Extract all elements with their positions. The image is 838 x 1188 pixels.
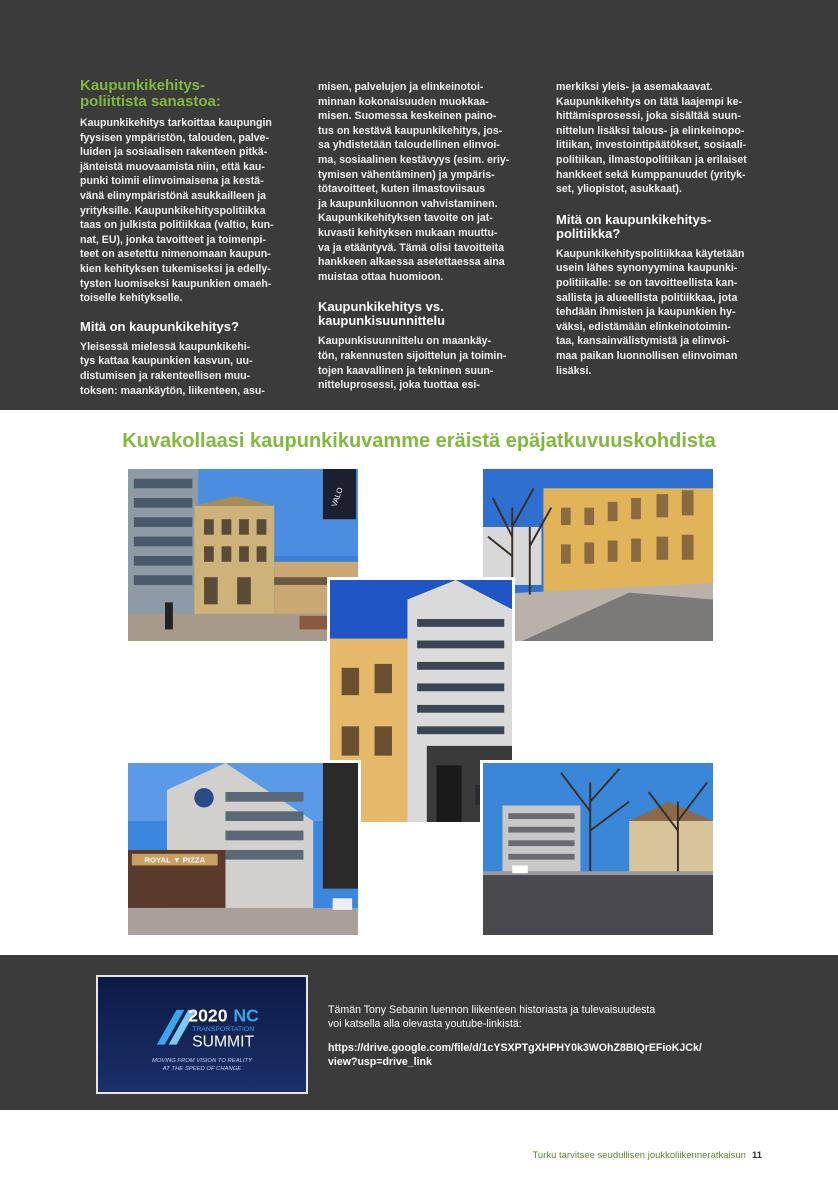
pizza-restaurant-sign: ROYAL ▼ PIZZA bbox=[144, 855, 206, 865]
paragraph: Yleisessä mielessä kaupunkikehi- tys kattaa kaupunkien kasvun, uu- distumisen ja rakenteellisen muu- toksen: maankäytön, liikenteen, asu- bbox=[80, 340, 265, 397]
paragraph: misen, palvelujen ja elinkeinotoi- minnan kokonaisuuden muokkaa- misen. Suomessa keskeinen paino- tus on kestävä kaupunkikehitys, jos- sa yhdistetään taloudellinen elinvoi- ma, sosiaalinen kestävyys (esim. eriy- tymisen vähentäminen) ja ympäris- tötavoitteet, kuten ilmastoviisaus ja kaupunkiluonnon vahvistaminen. Kaupunkikehityksen tavoite on jat- kuvasti kehityksen mukaan muuttu- va ja etääntyvä. Tämä olisi tavoitteita hankkeen alkaessa asetettaessa aina muistaa ottaa huomioon. bbox=[318, 81, 510, 283]
collage-title: Kuvakollaasi kaupunkikuvamme eräistä epäjatkuvuuskohdista bbox=[122, 430, 716, 452]
footer-title: Turku tarvitsee seudullisen joukkoliikenneratkaisun bbox=[532, 1150, 746, 1161]
text-column-3 bbox=[556, 80, 774, 378]
vocabulary-heading: Kaupunkikehitys- poliittista sanastoa: bbox=[80, 77, 221, 110]
collage-photo-yellow-building-shadows bbox=[480, 466, 716, 644]
page-footer bbox=[532, 1150, 762, 1161]
video-link[interactable]: https://drive.google.com/file/d/1cYSXPTgXHPHY0k3WOhZ8BIQrEFioKJCk/ view?usp=drive_link bbox=[328, 1042, 702, 1068]
storefront-sign: VALO bbox=[329, 486, 345, 509]
text-column-2 bbox=[318, 80, 536, 393]
video-thumbnail[interactable] bbox=[96, 975, 308, 1094]
paragraph: merkiksi yleis- ja asemakaavat. Kaupunkikehitys on tätä laajempi ke- hittämisprosessi, joka sisältää suun- nittelun lisäksi talous- ja elinkeinopo- litiikan, investointipäätökset, sosiaali- politiikan, ilmastopolitiikan ja erilaiset hankkeet sekä kumppanuudet (yrityk- set, yliopistot, asukkaat). bbox=[556, 81, 747, 196]
summit-title-text: SUMMIT bbox=[192, 1033, 255, 1051]
collage-photo-street-yellow-building bbox=[125, 466, 361, 644]
collage-photo-street-with-trees bbox=[480, 760, 716, 938]
summit-subtitle-text: TRANSPORTATION bbox=[192, 1026, 255, 1034]
summit-year-text: 2020 bbox=[188, 1005, 228, 1026]
collage-photo-office-pizza-restaurant bbox=[125, 760, 361, 938]
paragraph: Kaupunkikehitys tarkoittaa kaupungin fyysisen ympäristön, talouden, palve- luiden ja sosiaalisen rakenteen pitkä- jänteistä muovaamista niin, että kau- punki toimii elinvoimaisena ja kestä- vänä elinympäristönä asukkailleen ja yrityksille. Kaupunkikehityspolitiikka taas on julkista politiikkaa (valtio, kun- nat, EU), jonka tavoitteet ja toimenpi- teet on asetettu nimenomaan kaupun- kien kehityksen tukemiseksi ja edelly- tysten luomiseksi kaupunkien omaeh- toiselle kehitykselle. bbox=[80, 117, 274, 305]
summit-tagline-2: AT THE SPEED OF CHANGE bbox=[162, 1065, 242, 1072]
page-number: 11 bbox=[751, 1150, 762, 1161]
summit-state-text: NC bbox=[233, 1005, 259, 1026]
section-heading: Kaupunkikehitys vs. kaupunkisuunnittelu bbox=[318, 299, 446, 329]
section-heading: Mitä on kaupunkikehitys- politiikka? bbox=[556, 211, 712, 241]
video-info bbox=[328, 1003, 748, 1069]
text-column-1 bbox=[80, 78, 298, 398]
video-description: Tämän Tony Sebanin luennon liikenteen historiasta ja tulevaisuudesta voi katsella alla olevasta youtube-linkistä: bbox=[328, 1004, 656, 1030]
section-heading: Mitä on kaupunkikehitys? bbox=[80, 318, 239, 334]
paragraph: Kaupunkisuunnittelu on maankäy- tön, rakennusten sijoittelun ja toimin- tojen kaavallinen ja tekninen suun- nitteluprosessi, joka tuottaa esi- bbox=[318, 335, 507, 392]
summit-tagline-1: MOVING FROM VISION TO REALITY bbox=[151, 1058, 253, 1065]
paragraph: Kaupunkikehityspolitiikkaa käytetään usein lähes synonyymina kaupunki- politiikalle: se on tavoitteellista kan- sallista ja alueellista politiikkaa, jota tehdään ihmisten ja kaupunkien hy- väksi, edistämään elinkeinotoimin- taa, kansainvälistymistä ja elinvoi- maa paikan luonnollisen elinvoiman lisäksi. bbox=[556, 247, 745, 377]
